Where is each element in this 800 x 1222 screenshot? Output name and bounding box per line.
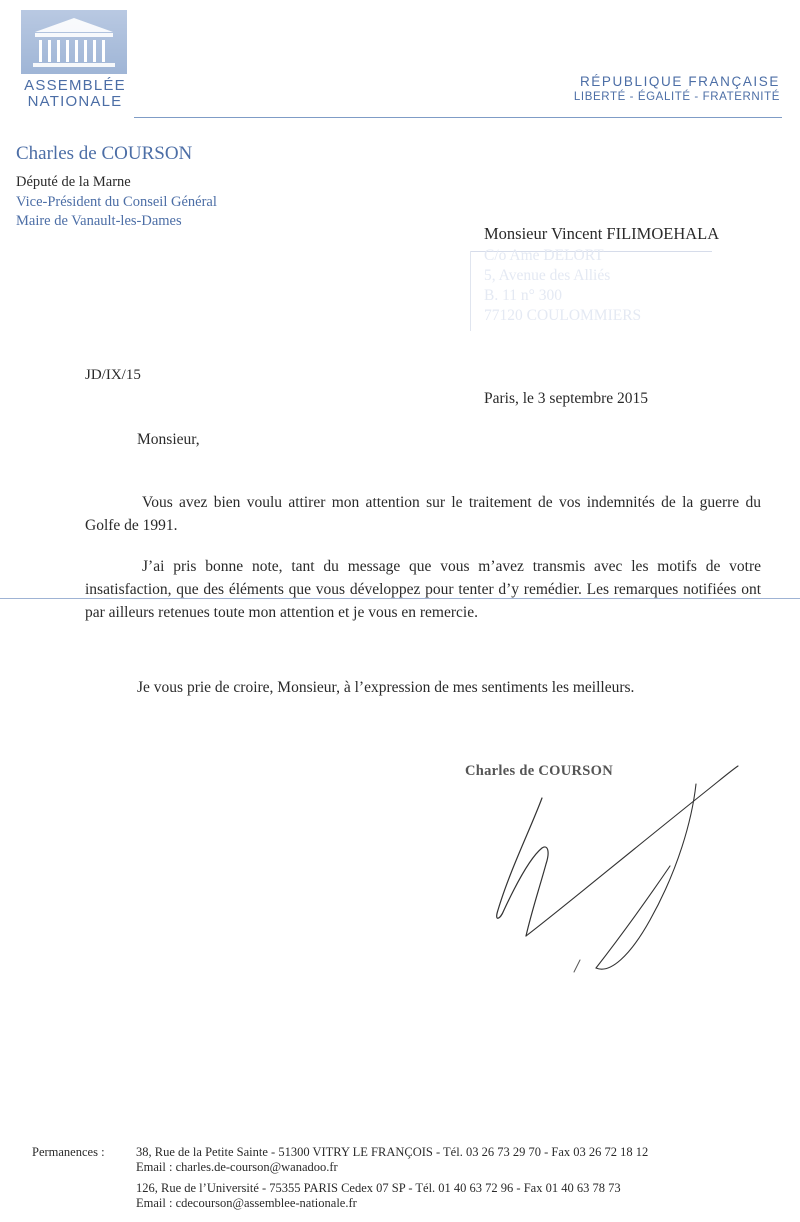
footer-line-1 [32,1145,648,1160]
scan-artifact-line [0,598,800,599]
footer-line-3 [32,1181,648,1196]
recipient-address-line: C/o Ame DELORT [484,247,604,264]
recipient-address-line: 5, Avenue des Alliés [484,267,611,284]
sender-title-2: Vice-Président du Conseil Général [16,193,217,210]
logo-line-1: ASSEMBLÉE [24,77,126,94]
body-paragraph-2 [85,555,761,624]
footer-address-1: 38, Rue de la Petite Sainte - 51300 VITRY LE FRANÇOIS - Tél. 03 26 73 29 70 - Fax 03 26 72 18 12 [136,1145,649,1159]
sender-title-3: Maire de Vanault-les-Dames [16,213,182,229]
recipient-name: Monsieur Vincent FILIMOEHALA [484,224,720,243]
body-paragraph-1 [85,491,761,537]
recipient-address [484,246,719,326]
footer-contact [32,1145,648,1211]
logo-line-2: NATIONALE [27,93,123,110]
sender-name: Charles de COURSON [16,143,193,164]
footer-email-1: Email : charles.de-courson@wanadoo.fr [136,1160,338,1174]
recipient-side-divider [470,251,471,331]
paragraph-text: J’ai pris bonne note, tant du message que vous m’avez transmis avec les motifs de votre insatisfaction, que des éléments que vous développez pour tenter d’y remédier. Les remarques notifiées ont par ailleurs retenues toute mon attention et je vous en remercie. [85,558,761,621]
republic-motto: LIBERTÉ - ÉGALITÉ - FRATERNITÉ [573,91,780,103]
sender-block [16,143,217,232]
footer-line-2 [32,1160,648,1175]
footer-line-4 [32,1196,648,1211]
paragraph-text: Vous avez bien voulu attirer mon attention sur le traitement de vos indemnités de la guerre du Golfe de 1991. [85,494,761,534]
letter-reference: JD/IX/15 [85,367,141,383]
closing-formula: Je vous prie de croire, Monsieur, à l’expression de mes sentiments les meilleurs. [137,679,635,696]
republic-title: RÉPUBLIQUE FRANÇAISE [579,74,780,89]
letter-date: Paris, le 3 septembre 2015 [484,390,649,407]
salutation: Monsieur, [137,431,200,448]
signature-name: Charles de COURSON [465,763,613,779]
footer-email-2: Email : cdecourson@assemblee-nationale.fr [136,1196,357,1210]
recipient-address-line: B. 11 n° 300 [484,287,562,304]
header-divider [134,117,782,118]
assemblee-nationale-logo [21,10,129,110]
recipient-address-line: 77120 COULOMMIERS [484,307,642,324]
footer-label: Permanences : [32,1145,105,1159]
recipient-block [484,224,719,326]
footer-address-2: 126, Rue de l’Université - 75355 PARIS Cedex 07 SP - Tél. 01 40 63 72 96 - Fax 01 40 63 78 73 [136,1181,621,1195]
hemicycle-icon [21,10,127,74]
logo-text [21,78,129,110]
republic-header [574,74,780,103]
sender-title-1: Député de la Marne [16,174,131,190]
handwritten-signature [470,760,750,985]
